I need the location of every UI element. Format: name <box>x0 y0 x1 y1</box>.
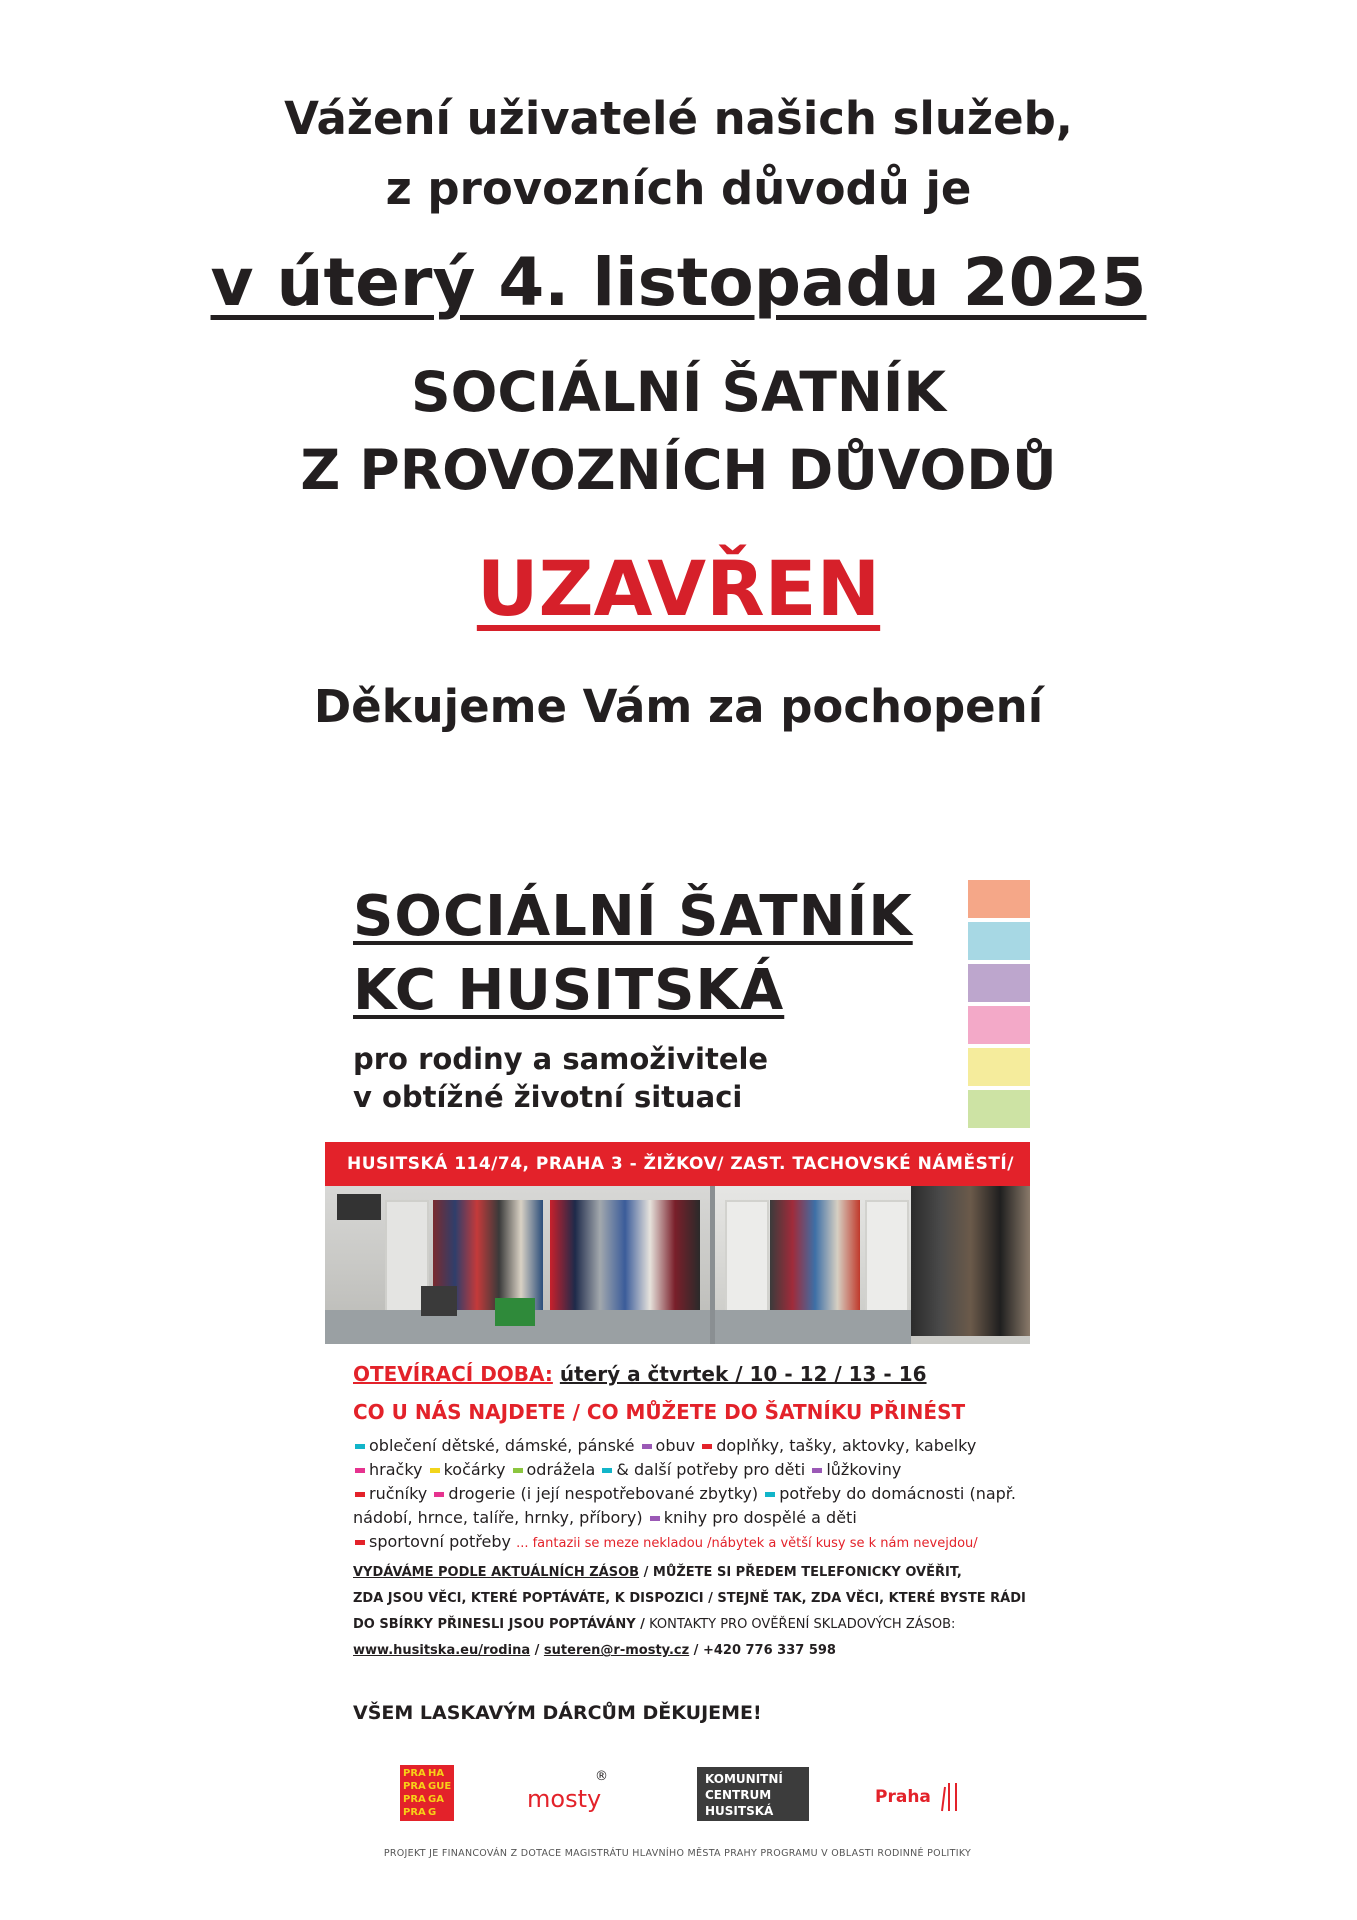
wardrobe-photos <box>325 1186 1030 1344</box>
list-item: doplňky, tašky, aktovky, kabelky <box>716 1436 977 1455</box>
bullet-dash <box>642 1444 652 1449</box>
list-item: knihy pro dospělé a děti <box>663 1508 857 1527</box>
mosty-logo: mosty <box>527 1785 602 1813</box>
praha-logo: Praha <box>875 1787 931 1807</box>
address-text: HUSITSKÁ 114/74, PRAHA 3 - ŽIŽKOV/ ZAST. TACHOVSKÉ NÁMĚSTÍ/ <box>347 1154 1014 1174</box>
leaflet-title-line2: KC HUSITSKÁ <box>353 958 785 1023</box>
stock-info <box>353 1560 1026 1664</box>
color-swatch <box>968 922 1030 960</box>
phone-number: / +420 776 337 598 <box>689 1643 836 1658</box>
separator: / <box>530 1643 544 1658</box>
opening-hours-value: úterý a čtvrtek / 10 - 12 / 13 - 16 <box>559 1362 927 1386</box>
logo-text: CENTRUM <box>705 1788 772 1802</box>
items-heading: CO U NÁS NAJDETE / CO MŮŽETE DO ŠATNÍKU PŘINÉST <box>353 1400 966 1424</box>
notice-thanks: Děkujeme Vám za pochopení <box>313 680 1044 733</box>
bullet-dash <box>430 1468 440 1473</box>
items-list <box>353 1434 1016 1556</box>
registered-mark: ® <box>595 1769 608 1784</box>
list-note: ... fantazii se meze nekladou /nábytek a větší kusy se k nám nevejdou/ <box>516 1536 978 1551</box>
notice-status <box>0 544 1357 633</box>
notice-date-text: v úterý 4. listopadu 2025 <box>210 244 1147 321</box>
wardrobe-photo-left <box>325 1186 710 1344</box>
clothes-rack <box>550 1200 700 1310</box>
logo-text: KOMUNITNÍ <box>705 1772 783 1786</box>
donors-thanks: VŠEM LASKAVÝM DÁRCŮM DĚKUJEME! <box>353 1702 762 1724</box>
leaflet-title-line1: SOCIÁLNÍ ŠATNÍK <box>353 884 913 949</box>
address-banner <box>325 1142 1030 1186</box>
items-row <box>353 1506 1003 1530</box>
bullet-dash <box>812 1468 822 1473</box>
leaflet <box>325 870 1030 1890</box>
opening-hours-label: OTEVÍRACÍ DOBA: <box>353 1362 553 1386</box>
color-swatch <box>968 1090 1030 1128</box>
logo-text: PRA <box>403 1807 426 1818</box>
opening-hours <box>353 1362 927 1386</box>
notice-status-text: UZAVŘEN <box>476 544 881 633</box>
bullet-dash <box>355 1492 365 1497</box>
stock-info-text: DO SBÍRKY PŘINESLI JSOU POPTÁVÁNY / <box>353 1617 645 1632</box>
stock-info-text: / MŮŽETE SI PŘEDEM TELEFONICKY OVĚŘIT, <box>639 1565 962 1580</box>
list-item: obuv <box>655 1436 696 1455</box>
list-item: & další potřeby pro děti <box>616 1460 806 1479</box>
praha-city-logo <box>400 1765 454 1821</box>
kc-husitska-logo <box>697 1767 809 1821</box>
bag <box>495 1298 535 1326</box>
list-item: nádobí, hrnce, talíře, hrnky, příbory) <box>353 1508 643 1527</box>
color-swatch <box>968 1006 1030 1044</box>
notice-greeting: Vážení uživatelé našich služeb, <box>284 92 1073 145</box>
notice-service-reason: Z PROVOZNÍCH DŮVODŮ <box>300 438 1057 502</box>
logo-text: GA <box>428 1794 444 1805</box>
list-item: kočárky <box>443 1460 506 1479</box>
funding-footer: PROJEKT JE FINANCOVÁN Z DOTACE MAGISTRÁTU HLAVNÍHO MĚSTA PRAHY PROGRAMU V OBLASTI RODINNÉ POLITIKY <box>383 1848 972 1859</box>
logo-text: HA <box>428 1768 445 1779</box>
bullet-dash <box>513 1468 523 1473</box>
bullet-dash <box>355 1540 365 1545</box>
bullet-dash <box>355 1468 365 1473</box>
praha-bars-icon <box>939 1781 959 1813</box>
items-row <box>353 1434 1003 1458</box>
list-item: lůžkoviny <box>826 1460 902 1479</box>
color-swatches <box>968 880 1030 1132</box>
stock-info-line: ZDA JSOU VĚCI, KTERÉ POPTÁVÁTE, K DISPOZICI / STEJNĚ TAK, ZDA VĚCI, KTERÉ BYSTE RÁDI <box>353 1591 1026 1606</box>
coats <box>911 1186 1030 1336</box>
items-row <box>353 1458 1003 1482</box>
bullet-dash <box>602 1468 612 1473</box>
bullet-dash <box>765 1492 775 1497</box>
logo-text: PRA <box>403 1768 426 1779</box>
contacts-line <box>353 1638 1013 1664</box>
email-link[interactable]: suteren@r-mosty.cz <box>543 1643 690 1658</box>
list-item: odrážela <box>526 1460 596 1479</box>
notice-date <box>0 244 1357 321</box>
stock-info-contacts-label: KONTAKTY PRO OVĚŘENÍ SKLADOVÝCH ZÁSOB: <box>644 1617 956 1632</box>
partner-logos <box>325 1765 1030 1835</box>
clothes-rack <box>770 1200 860 1310</box>
notice-reason: z provozních důvodů je <box>385 162 972 215</box>
list-item: hračky <box>369 1460 423 1479</box>
bullet-dash <box>702 1444 712 1449</box>
notice-service-name: SOCIÁLNÍ ŠATNÍK <box>411 360 946 424</box>
stock-info-line <box>353 1612 1013 1638</box>
logo-text: PRA <box>403 1781 426 1792</box>
stock-info-highlight: VYDÁVÁME PODLE AKTUÁLNÍCH ZÁSOB <box>353 1565 640 1580</box>
bullet-dash <box>355 1444 365 1449</box>
shelf-unit <box>865 1200 909 1314</box>
leaflet-subtitle-line2: v obtížné životní situaci <box>353 1080 743 1114</box>
photo-sign <box>337 1194 381 1220</box>
logo-text: GUE <box>428 1781 452 1792</box>
color-swatch <box>968 880 1030 918</box>
list-item: oblečení dětské, dámské, pánské <box>369 1436 635 1455</box>
floor <box>715 1310 911 1344</box>
box <box>421 1286 457 1316</box>
stock-info-line <box>353 1560 1013 1586</box>
list-item: potřeby do domácnosti (např. <box>779 1484 1016 1503</box>
color-swatch <box>968 1048 1030 1086</box>
list-item: drogerie (i její nespotřebované zbytky) <box>448 1484 759 1503</box>
color-swatch <box>968 964 1030 1002</box>
logo-text: HUSITSKÁ <box>705 1804 774 1818</box>
logo-text: G <box>428 1807 437 1818</box>
items-row <box>353 1482 1016 1506</box>
wardrobe-photo-right <box>715 1186 1030 1344</box>
website-link[interactable]: www.husitska.eu/rodina <box>353 1643 531 1658</box>
bullet-dash <box>650 1516 660 1521</box>
list-item: ručníky <box>369 1484 428 1503</box>
list-item: sportovní potřeby <box>369 1532 511 1551</box>
logo-text: PRA <box>403 1794 426 1805</box>
items-row <box>353 1530 1003 1556</box>
shelf-unit <box>725 1200 769 1314</box>
leaflet-subtitle-line1: pro rodiny a samoživitele <box>353 1042 769 1076</box>
bullet-dash <box>434 1492 444 1497</box>
